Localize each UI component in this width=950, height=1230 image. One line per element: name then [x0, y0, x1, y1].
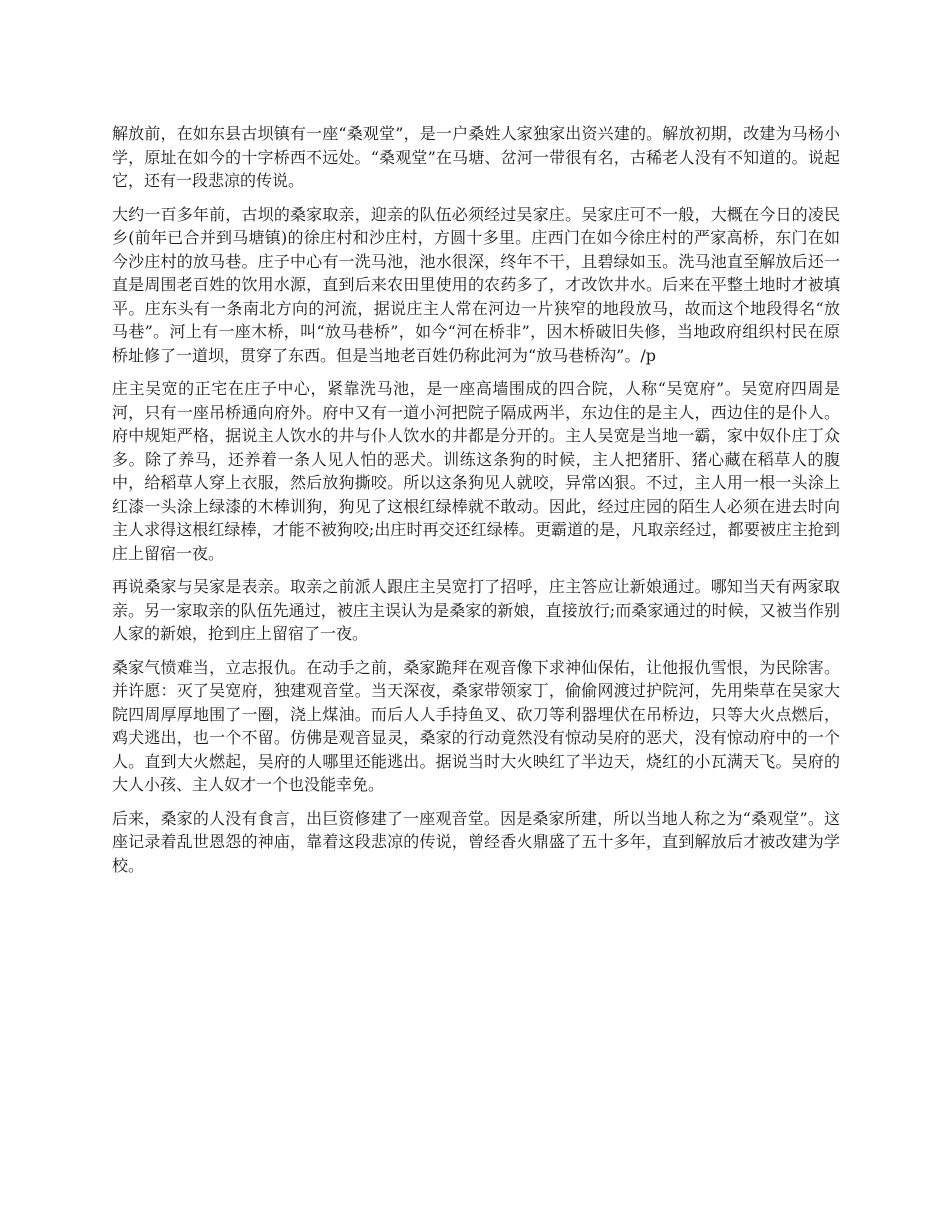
document-body — [112, 122, 840, 887]
paragraph-1: 解放前，在如东县古坝镇有一座“桑观堂”，是一户桑姓人家独家出资兴建的。解放初期，改建为马杨小学，原址在如今的十字桥西不远处。“桑观堂”在马塘、岔河一带很有名，古稀老人没有不知道的。说起它，还有一段悲凉的传说。 — [112, 124, 840, 190]
paragraph-4: 再说桑家与吴家是表亲。取亲之前派人跟庄主吴宽打了招呼，庄主答应让新娘通过。哪知当天有两家取亲。另一家取亲的队伍先通过，被庄主误认为是桑家的新娘，直接放行;而桑家通过的时候，又被当作别人家的新娘，抢到庄上留宿了一夜。 — [112, 577, 840, 643]
paragraph-2: 大约一百多年前，古坝的桑家取亲，迎亲的队伍必须经过吴家庄。吴家庄可不一般，大概在今日的凌民乡(前年已合并到马塘镇)的徐庄村和沙庄村，方圆十多里。庄西门在如今徐庄村的严家高桥，东门在如今沙庄村的放马巷。庄子中心有一洗马池，池水很深，终年不干，且碧绿如玉。洗马池直至解放后还一直是周围老百姓的饮用水源，直到后来农田里使用的农药多了，才改饮井水。后来在平整土地时才被填平。庄东头有一条南北方向的河流，据说庄主人常在河边一片狭窄的地段放马，故而这个地段得名“放马巷”。河上有一座木桥，叫“放马巷桥”，如今“河在桥非”，因木桥破旧失修，当地政府组织村民在原桥址修了一道坝，贯穿了东西。但是当地老百姓仍称此河为“放马巷桥沟”。/p — [112, 204, 840, 365]
paragraph-3: 庄主吴宽的正宅在庄子中心，紧靠洗马池，是一座高墙围成的四合院，人称“吴宽府”。吴宽府四周是河，只有一座吊桥通向府外。府中又有一道小河把院子隔成两半，东边住的是主人，西边住的是仆人。府中规矩严格，据说主人饮水的井与仆人饮水的井都是分开的。主人吴宽是当地一霸，家中奴仆庄丁众多。除了养马，还养着一条人见人怕的恶犬。训练这条狗的时候，主人把猪肝、猪心藏在稻草人的腹中，给稻草人穿上衣服，然后放狗撕咬。所以这条狗见人就咬，异常凶狠。不过，主人用一根一头涂上红漆一头涂上绿漆的木棒训狗，狗见了这根红绿棒就不敢动。因此，经过庄园的陌生人必须在进去时向主人求得这根红绿棒，才能不被狗咬;出庄时再交还红绿棒。更霸道的是，凡取亲经过，都要被庄主抢到庄上留宿一夜。 — [112, 379, 840, 563]
paragraph-6: 后来，桑家的人没有食言，出巨资修建了一座观音堂。因是桑家所建，所以当地人称之为“桑观堂”。这座记录着乱世恩怨的神庙，靠着这段悲凉的传说，曾经香火鼎盛了五十多年，直到解放后才被改建为学校。 — [112, 808, 840, 875]
paragraph-5: 桑家气愤难当，立志报仇。在动手之前，桑家跪拜在观音像下求神仙保佑，让他报仇雪恨，为民除害。并许愿：灭了吴宽府，独建观音堂。当天深夜，桑家带领家丁，偷偷网渡过护院河，先用柴草在吴家大院四周厚厚地围了一圈，浇上煤油。而后人人手持鱼叉、砍刀等利器埋伏在吊桥边，只等大火点燃后，鸡犬逃出，也一个不留。仿佛是观音显灵，桑家的行动竟然没有惊动吴府的恶犬，没有惊动府中的一个人。直到大火燃起，吴府的人哪里还能逃出。据说当时大火映红了半边天，烧红的小瓦满天飞。吴府的大人小孩、主人奴才一个也没能幸免。 — [112, 657, 840, 794]
